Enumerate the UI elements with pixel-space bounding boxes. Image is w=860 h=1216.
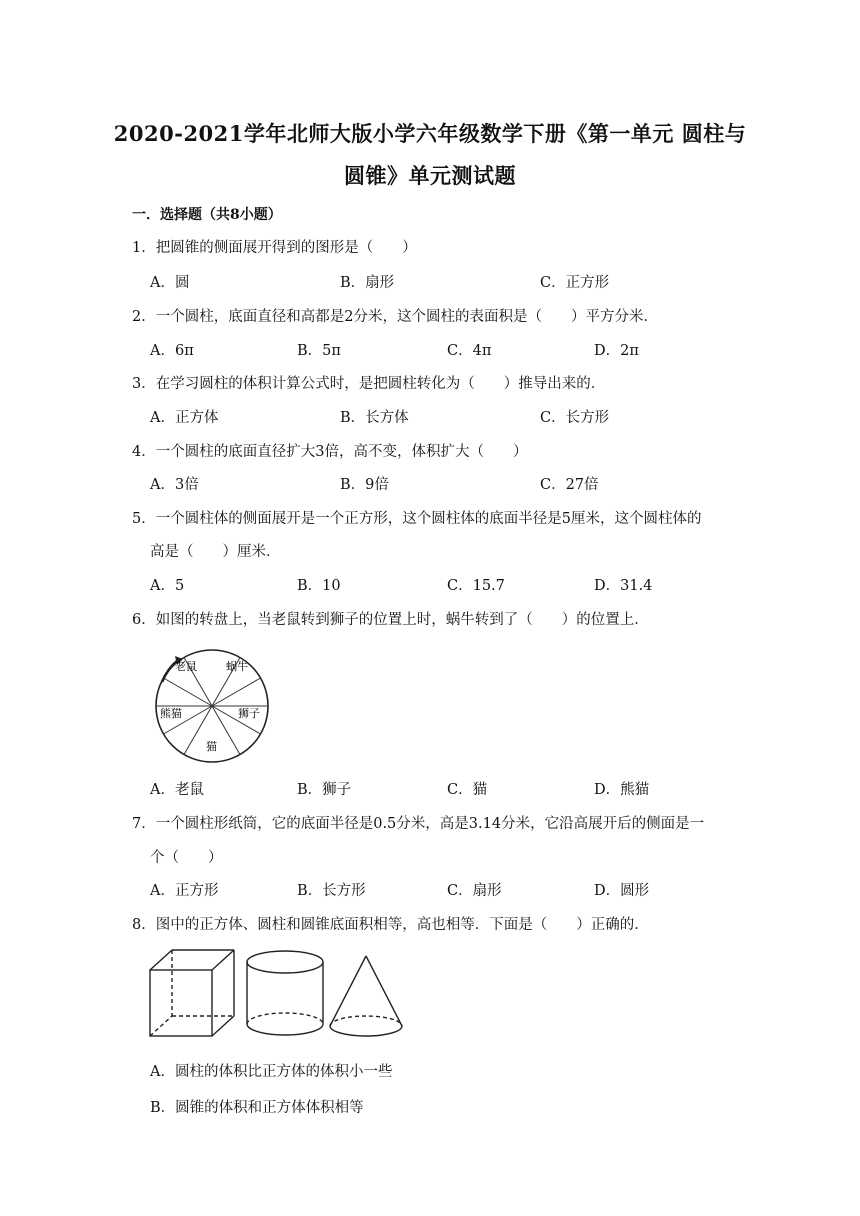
question-5-option-b: B．10 [297, 578, 341, 594]
question-6-option-d: D．熊猫 [594, 782, 650, 798]
spinner-label-snail: 蜗牛 [226, 660, 248, 673]
question-5-option-c: C．15.7 [447, 578, 505, 594]
question-8-option-b: B．圆锥的体积和正方体体积相等 [150, 1100, 364, 1116]
spinner-label-lion: 狮子 [238, 707, 260, 720]
question-3-option-b: B．长方体 [340, 410, 409, 426]
question-7-option-b: B．长方形 [297, 883, 366, 899]
question-1-stem: 1．把圆锥的侧面展开得到的图形是（ ） [132, 240, 417, 256]
solids-figure [146, 944, 408, 1040]
question-4-option-b: B．9倍 [340, 477, 389, 493]
page-title-line2: 圆锥》单元测试题 [344, 163, 516, 188]
question-2-option-b: B．5π [297, 343, 341, 359]
question-5-option-d: D．31.4 [594, 578, 653, 594]
question-6-option-c: C．猫 [447, 782, 488, 798]
question-4-option-a: A．3倍 [150, 477, 199, 493]
question-6-option-b: B．狮子 [297, 782, 352, 798]
spinner-label-mouse: 老鼠 [175, 660, 197, 673]
question-8-stem: 8．图中的正方体、圆柱和圆锥底面积相等，高也相等．下面是（ ）正确的． [132, 917, 649, 933]
question-8-option-a: A．圆柱的体积比正方体的体积小一些 [150, 1064, 393, 1080]
spinner-figure [148, 640, 272, 764]
question-5-option-a: A．5 [150, 578, 185, 594]
question-1-option-b: B．扇形 [340, 275, 395, 291]
section-heading: 一．选择题（共8小题） [132, 207, 282, 223]
question-2-option-c: C．4π [447, 343, 492, 359]
question-6-option-a: A．老鼠 [150, 782, 204, 798]
cone-shape [330, 956, 402, 1036]
spinner-label-panda: 熊猫 [160, 707, 182, 720]
question-1-option-c: C．正方形 [540, 275, 610, 291]
question-7-option-a: A．正方形 [150, 883, 219, 899]
question-5-stem: 5．一个圆柱体的侧面展开是一个正方形，这个圆柱体的底面半径是5厘米，这个圆柱体的 [132, 511, 702, 527]
spinner-label-cat: 猫 [206, 740, 217, 753]
cube-shape [150, 950, 234, 1036]
question-7-option-c: C．扇形 [447, 883, 502, 899]
question-1-option-a: A．圆 [150, 275, 190, 291]
question-3-option-a: A．正方体 [150, 410, 219, 426]
page-title-line1: 2020-2021学年北师大版小学六年级数学下册《第一单元 圆柱与 [113, 121, 747, 146]
question-4-option-c: C．27倍 [540, 477, 599, 493]
question-3-stem: 3．在学习圆柱的体积计算公式时，是把圆柱转化为（ ）推导出来的． [132, 376, 606, 392]
question-3-option-c: C．长方形 [540, 410, 610, 426]
question-2-option-d: D．2π [594, 343, 639, 359]
cylinder-shape [247, 951, 323, 1035]
question-5-stem-continued: 高是（ ）厘米． [150, 544, 281, 560]
question-2-option-a: A．6π [150, 343, 194, 359]
question-6-stem: 6．如图的转盘上，当老鼠转到狮子的位置上时，蜗牛转到了（ ）的位置上． [132, 612, 649, 628]
question-4-stem: 4．一个圆柱的底面直径扩大3倍，高不变，体积扩大（ ） [132, 444, 528, 460]
question-2-stem: 2．一个圆柱，底面直径和高都是2分米，这个圆柱的表面积是（ ）平方分米． [132, 309, 658, 325]
question-7-stem: 7．一个圆柱形纸筒，它的底面半径是0.5分米，高是3.14分米，它沿高展开后的侧面是一 [132, 816, 705, 832]
question-7-option-d: D．圆形 [594, 883, 650, 899]
question-7-stem-continued: 个（ ） [150, 850, 223, 866]
